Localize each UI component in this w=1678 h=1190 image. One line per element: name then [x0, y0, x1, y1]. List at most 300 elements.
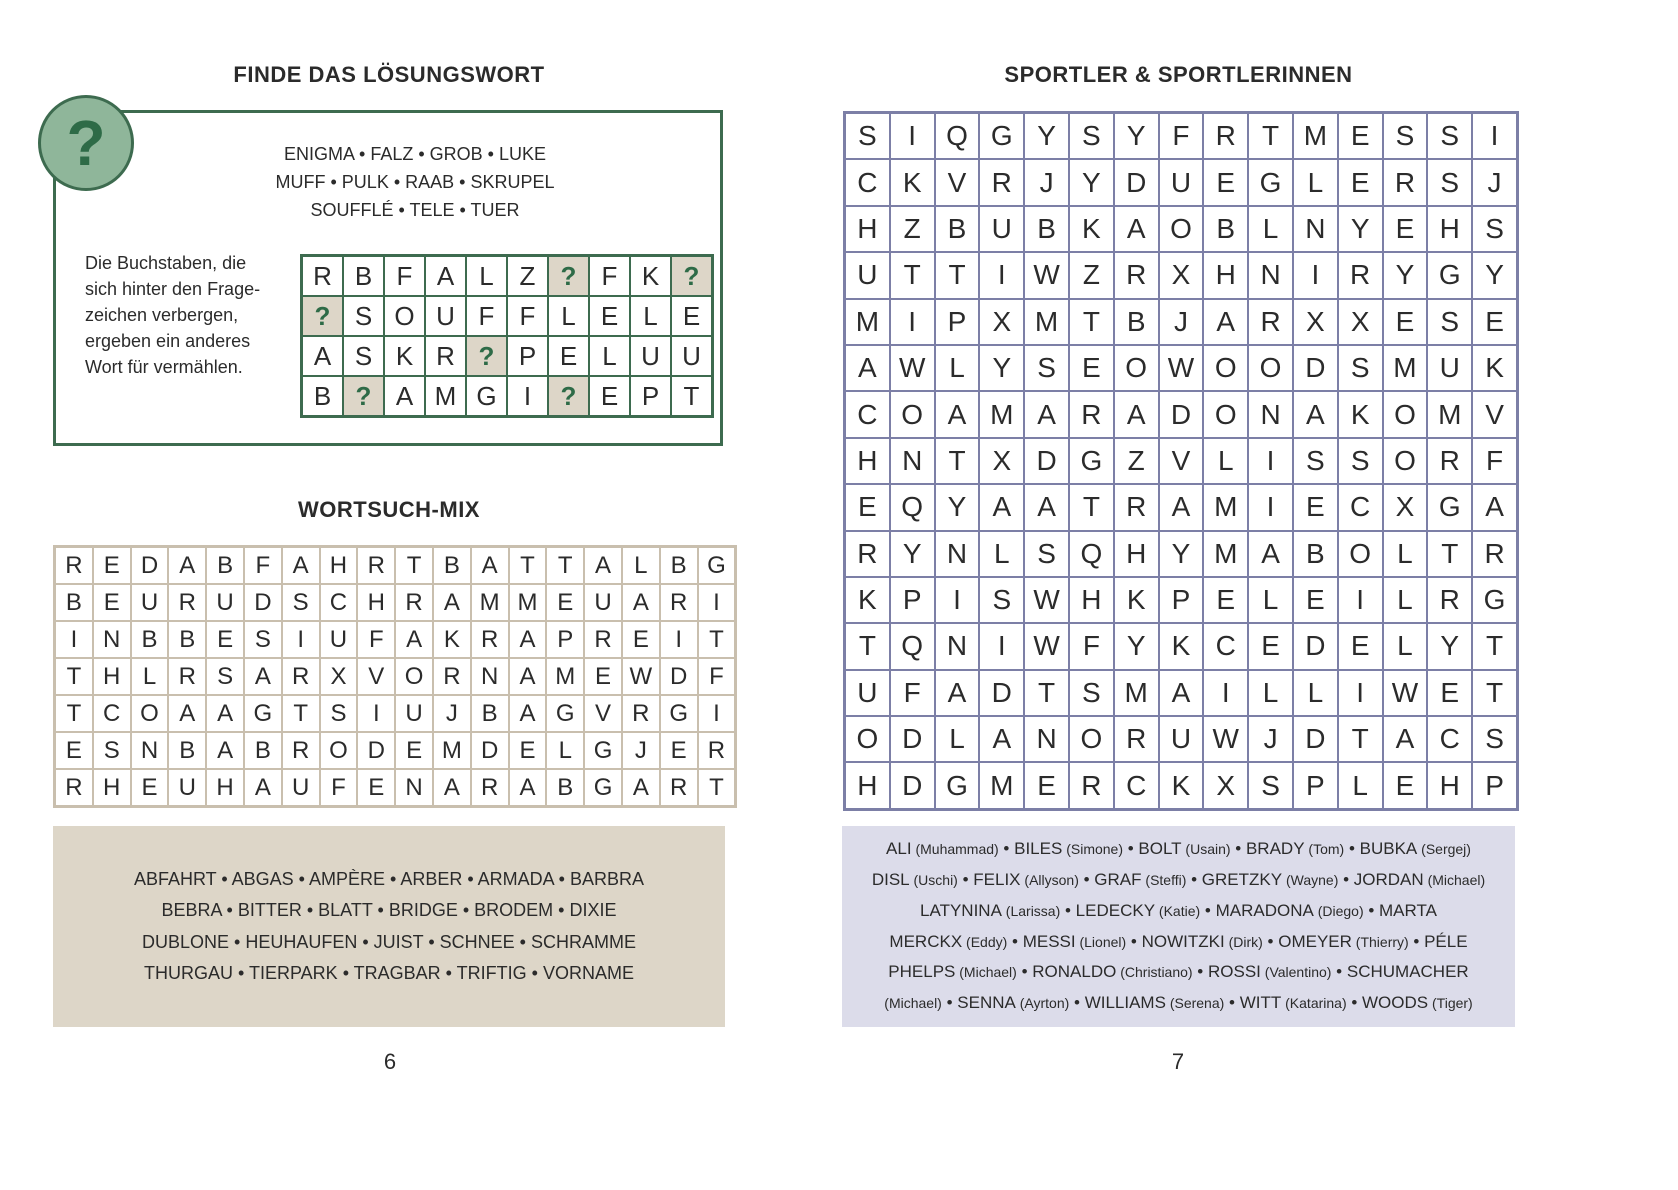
grid-cell: L	[546, 732, 584, 769]
grid-cell: Q	[890, 484, 935, 530]
grid-cell: S	[1248, 762, 1293, 809]
word-line: MERCKX (Eddy) • MESSI (Lionel) • NOWITZKI (Dirk) • OMEYER (Thierry) • PÉLE	[889, 931, 1468, 951]
grid-row	[845, 623, 1518, 669]
grid-cell: M	[509, 584, 547, 621]
athlete-surname: WILLIAMS	[1084, 993, 1166, 1013]
grid-cell: O	[131, 695, 169, 732]
grid-cell: O	[845, 716, 890, 762]
grid-cell: M	[433, 732, 471, 769]
hidden-letter-cell: ?	[548, 376, 589, 417]
grid-cell: A	[935, 670, 980, 716]
grid-cell: I	[1248, 484, 1293, 530]
grid-cell: R	[1427, 438, 1472, 484]
grid-cell: R	[622, 695, 660, 732]
grid-row	[845, 577, 1518, 623]
athlete-firstname: (Thierry)	[1351, 933, 1409, 950]
grid-cell: G	[1427, 484, 1472, 530]
grid-cell: A	[1248, 531, 1293, 577]
grid-cell: Y	[979, 345, 1024, 391]
grid-cell: K	[845, 577, 890, 623]
grid-cell: E	[1293, 577, 1338, 623]
hidden-letter-cell: ?	[548, 256, 589, 297]
grid-cell: R	[1472, 531, 1517, 577]
puzzle3-letter-grid	[843, 111, 1519, 811]
grid-cell: A	[302, 336, 344, 376]
grid-cell: O	[1114, 345, 1159, 391]
athlete-surname: BOLT	[1138, 839, 1182, 859]
grid-cell: A	[1024, 484, 1069, 530]
grid-cell: K	[1159, 623, 1204, 669]
grid-cell: I	[1472, 113, 1517, 160]
grid-cell: R	[168, 658, 206, 695]
grid-cell: T	[1472, 670, 1517, 716]
grid-cell: E	[1248, 623, 1293, 669]
instruction-line: ergeben ein anderes	[85, 331, 251, 351]
athlete-surname: GRAF	[1094, 869, 1142, 889]
grid-cell: D	[890, 716, 935, 762]
grid-cell: A	[244, 769, 282, 807]
grid-row	[845, 762, 1518, 809]
grid-cell: C	[845, 391, 890, 437]
grid-cell: M	[471, 584, 509, 621]
grid-cell: R	[471, 621, 509, 658]
puzzle1-title: FINDE DAS LÖSUNGSWORT	[233, 62, 545, 87]
grid-cell: U	[1159, 716, 1204, 762]
grid-cell: W	[1203, 716, 1248, 762]
grid-cell: I	[1338, 577, 1383, 623]
grid-cell: L	[1248, 670, 1293, 716]
grid-cell: R	[1427, 577, 1472, 623]
grid-cell: G	[1427, 252, 1472, 298]
grid-row	[55, 695, 736, 732]
grid-cell: E	[1383, 206, 1428, 252]
grid-cell: A	[433, 769, 471, 807]
grid-cell: O	[395, 658, 433, 695]
grid-cell: K	[384, 336, 425, 376]
grid-cell: S	[244, 621, 282, 658]
grid-cell: O	[890, 391, 935, 437]
grid-cell: E	[584, 658, 622, 695]
grid-cell: K	[433, 621, 471, 658]
grid-cell: E	[93, 547, 131, 585]
athlete-firstname: (Simone)	[1062, 841, 1123, 858]
athlete-surname: RONALDO	[1032, 962, 1117, 982]
grid-cell: I	[660, 621, 698, 658]
grid-cell: R	[1069, 762, 1114, 809]
grid-cell: H	[1427, 206, 1472, 252]
hidden-letter-cell: ?	[466, 336, 507, 376]
grid-cell: I	[979, 252, 1024, 298]
grid-cell: S	[1427, 113, 1472, 160]
athlete-surname: ALI	[886, 839, 912, 859]
grid-cell: A	[206, 732, 244, 769]
grid-cell: G	[466, 376, 507, 417]
athlete-surname: BILES	[1014, 839, 1063, 859]
grid-cell: A	[384, 376, 425, 417]
grid-cell: T	[1069, 299, 1114, 345]
grid-row	[845, 438, 1518, 484]
grid-cell: L	[979, 531, 1024, 577]
grid-cell: N	[395, 769, 433, 807]
puzzle2-letter-grid	[53, 545, 737, 808]
grid-cell: M	[1383, 345, 1428, 391]
grid-cell: V	[1472, 391, 1517, 437]
grid-cell: S	[845, 113, 890, 160]
athlete-firstname: (Dirk)	[1224, 933, 1263, 950]
grid-row	[845, 299, 1518, 345]
grid-cell: U	[845, 252, 890, 298]
question-mark-icon: ?	[38, 95, 134, 191]
grid-cell: E	[55, 732, 93, 769]
grid-cell: T	[55, 658, 93, 695]
grid-cell: U	[282, 769, 320, 807]
grid-cell: G	[935, 762, 980, 809]
grid-cell: A	[845, 345, 890, 391]
athlete-surname: BRADY	[1245, 839, 1305, 859]
grid-cell: T	[55, 695, 93, 732]
athlete-firstname: (Sergej)	[1417, 841, 1471, 858]
grid-cell: Y	[1159, 531, 1204, 577]
word-line: DUBLONE • HEUHAUFEN • JUIST • SCHNEE • SCHRAMME	[142, 931, 636, 952]
grid-cell: T	[671, 376, 713, 417]
grid-cell: T	[698, 769, 736, 807]
grid-cell: H	[845, 206, 890, 252]
grid-cell: A	[1383, 716, 1428, 762]
grid-row	[845, 531, 1518, 577]
grid-cell: V	[357, 658, 395, 695]
grid-cell: D	[660, 658, 698, 695]
grid-cell: F	[384, 256, 425, 297]
grid-cell: X	[1383, 484, 1428, 530]
grid-cell: O	[1383, 438, 1428, 484]
grid-cell: F	[1159, 113, 1204, 160]
hidden-letter-cell: ?	[343, 376, 384, 417]
grid-cell: C	[1338, 484, 1383, 530]
grid-cell: Y	[1069, 159, 1114, 205]
grid-cell: L	[1383, 623, 1428, 669]
grid-cell: A	[509, 658, 547, 695]
grid-cell: F	[466, 296, 507, 336]
grid-cell: S	[1472, 716, 1517, 762]
grid-cell: C	[1203, 623, 1248, 669]
grid-cell: L	[131, 658, 169, 695]
grid-cell: N	[1024, 716, 1069, 762]
grid-cell: T	[1338, 716, 1383, 762]
grid-cell: L	[1383, 531, 1428, 577]
athlete-surname: OMEYER	[1278, 931, 1352, 951]
grid-cell: R	[1338, 252, 1383, 298]
grid-cell: S	[343, 336, 384, 376]
grid-cell: Y	[935, 484, 980, 530]
grid-cell: I	[1293, 252, 1338, 298]
grid-cell: E	[671, 296, 713, 336]
grid-cell: L	[1248, 577, 1293, 623]
grid-cell: U	[425, 296, 466, 336]
grid-cell: O	[1203, 345, 1248, 391]
athlete-surname: MERCKX	[889, 931, 963, 951]
grid-cell: U	[845, 670, 890, 716]
grid-cell: S	[1024, 345, 1069, 391]
grid-cell: K	[1069, 206, 1114, 252]
grid-cell: X	[1293, 299, 1338, 345]
grid-cell: N	[935, 531, 980, 577]
athlete-surname: WITT	[1239, 993, 1282, 1013]
grid-cell: A	[471, 547, 509, 585]
grid-cell: P	[1159, 577, 1204, 623]
grid-cell: A	[1203, 299, 1248, 345]
word-line: ABFAHRT • ABGAS • AMPÈRE • ARBER • ARMADA • BARBRA	[133, 868, 644, 889]
grid-cell: O	[1383, 391, 1428, 437]
grid-cell: E	[509, 732, 547, 769]
grid-cell: Y	[890, 531, 935, 577]
grid-cell: M	[1293, 113, 1338, 160]
athlete-surname: PÉLE	[1424, 931, 1468, 951]
grid-cell: Y	[1024, 113, 1069, 160]
grid-cell: R	[55, 769, 93, 807]
word-line: BEBRA • BITTER • BLATT • BRIDGE • BRODEM • DIXIE	[161, 900, 617, 920]
grid-cell: N	[1248, 391, 1293, 437]
grid-cell: I	[698, 695, 736, 732]
athlete-firstname: (Wayne)	[1282, 871, 1339, 888]
grid-cell: B	[935, 206, 980, 252]
grid-cell: M	[1203, 484, 1248, 530]
grid-cell: H	[357, 584, 395, 621]
grid-cell: T	[935, 438, 980, 484]
grid-cell: D	[979, 670, 1024, 716]
grid-cell: W	[1024, 623, 1069, 669]
grid-cell: X	[979, 438, 1024, 484]
word-line: PHELPS (Michael) • RONALDO (Christiano) • ROSSI (Valentino) • SCHUMACHER	[888, 962, 1469, 982]
grid-cell: S	[93, 732, 131, 769]
grid-cell: A	[509, 621, 547, 658]
athlete-firstname: (Tom)	[1304, 841, 1345, 858]
grid-cell: D	[1293, 716, 1338, 762]
grid-cell: P	[1472, 762, 1517, 809]
athlete-firstname: (Diego)	[1313, 902, 1364, 919]
grid-cell: L	[1383, 577, 1428, 623]
grid-cell: K	[1338, 391, 1383, 437]
grid-cell: F	[589, 256, 630, 297]
grid-cell: W	[1024, 577, 1069, 623]
grid-cell: G	[1069, 438, 1114, 484]
grid-cell: G	[584, 769, 622, 807]
grid-cell: E	[93, 584, 131, 621]
instruction-line: sich hinter den Frage-	[85, 279, 261, 299]
grid-cell: M	[546, 658, 584, 695]
grid-cell: E	[622, 621, 660, 658]
grid-cell: I	[890, 113, 935, 160]
grid-cell: N	[471, 658, 509, 695]
grid-cell: I	[1203, 670, 1248, 716]
grid-cell: E	[1293, 484, 1338, 530]
grid-cell: A	[509, 695, 547, 732]
grid-cell: R	[395, 584, 433, 621]
grid-cell: D	[1293, 345, 1338, 391]
grid-cell: A	[1293, 391, 1338, 437]
grid-cell: E	[1338, 623, 1383, 669]
page-number-left: 6	[383, 1049, 397, 1074]
grid-cell: U	[168, 769, 206, 807]
page-number-right: 7	[1171, 1049, 1185, 1074]
grid-cell: S	[1293, 438, 1338, 484]
grid-cell: H	[1427, 762, 1472, 809]
grid-cell: Y	[1383, 252, 1428, 298]
athlete-surname: DISL	[871, 869, 910, 889]
grid-cell: Y	[1472, 252, 1517, 298]
puzzle2-word-list	[53, 826, 725, 1027]
grid-cell: P	[1293, 762, 1338, 809]
grid-cell: E	[589, 296, 630, 336]
grid-cell: T	[935, 252, 980, 298]
grid-cell: W	[1383, 670, 1428, 716]
grid-cell: R	[845, 531, 890, 577]
grid-cell: T	[890, 252, 935, 298]
grid-cell: R	[357, 547, 395, 585]
grid-cell: A	[1159, 670, 1204, 716]
grid-cell: G	[979, 113, 1024, 160]
grid-cell: U	[395, 695, 433, 732]
grid-cell: R	[302, 256, 344, 297]
grid-cell: U	[206, 584, 244, 621]
grid-cell: R	[660, 584, 698, 621]
grid-cell: C	[1427, 716, 1472, 762]
grid-cell: E	[131, 769, 169, 807]
grid-cell: L	[1338, 762, 1383, 809]
grid-cell: E	[660, 732, 698, 769]
grid-cell: O	[384, 296, 425, 336]
grid-cell: A	[979, 716, 1024, 762]
grid-cell: E	[1338, 159, 1383, 205]
grid-row	[55, 769, 736, 807]
grid-cell: E	[1203, 159, 1248, 205]
grid-cell: E	[395, 732, 433, 769]
grid-cell: B	[546, 769, 584, 807]
grid-cell: A	[622, 769, 660, 807]
grid-row	[845, 670, 1518, 716]
grid-cell: G	[660, 695, 698, 732]
grid-cell: A	[1114, 391, 1159, 437]
grid-cell: R	[1114, 484, 1159, 530]
grid-cell: B	[433, 547, 471, 585]
grid-cell: L	[589, 336, 630, 376]
grid-cell: G	[244, 695, 282, 732]
athlete-firstname: (Eddy)	[962, 933, 1008, 950]
grid-cell: E	[357, 769, 395, 807]
grid-cell: E	[845, 484, 890, 530]
grid-cell: L	[935, 345, 980, 391]
grid-cell: N	[935, 623, 980, 669]
grid-cell: R	[660, 769, 698, 807]
grid-cell: B	[1203, 206, 1248, 252]
grid-cell: H	[93, 658, 131, 695]
grid-cell: I	[979, 623, 1024, 669]
grid-cell: E	[206, 621, 244, 658]
athlete-firstname: (Katarina)	[1281, 995, 1347, 1012]
grid-cell: B	[1024, 206, 1069, 252]
grid-cell: L	[1248, 206, 1293, 252]
grid-cell: F	[357, 621, 395, 658]
grid-row	[55, 658, 736, 695]
grid-cell: S	[1383, 113, 1428, 160]
athlete-surname: LATYNINA	[920, 900, 1002, 920]
word-line: (Michael) • SENNA (Ayrton) • WILLIAMS (Serena) • WITT (Katarina) • WOODS (Tiger)	[884, 993, 1473, 1013]
grid-cell: S	[343, 296, 384, 336]
grid-cell: T	[395, 547, 433, 585]
athlete-surname: SCHUMACHER	[1346, 962, 1469, 982]
athlete-surname: ROSSI	[1207, 962, 1261, 982]
grid-row	[302, 256, 713, 297]
grid-cell: T	[1248, 113, 1293, 160]
grid-cell: A	[168, 547, 206, 585]
grid-cell: P	[507, 336, 548, 376]
grid-cell: W	[1159, 345, 1204, 391]
grid-row	[845, 716, 1518, 762]
grid-cell: D	[1024, 438, 1069, 484]
grid-cell: S	[1024, 531, 1069, 577]
grid-row	[845, 252, 1518, 298]
grid-cell: A	[622, 584, 660, 621]
grid-cell: G	[584, 732, 622, 769]
grid-cell: S	[1338, 438, 1383, 484]
grid-cell: H	[845, 762, 890, 809]
grid-cell: G	[1248, 159, 1293, 205]
grid-cell: R	[433, 658, 471, 695]
grid-cell: M	[1203, 531, 1248, 577]
grid-cell: E	[1472, 299, 1517, 345]
grid-cell: L	[548, 296, 589, 336]
grid-cell: I	[1248, 438, 1293, 484]
grid-cell: A	[1024, 391, 1069, 437]
grid-cell: L	[630, 296, 671, 336]
grid-cell: B	[343, 256, 384, 297]
grid-cell: L	[622, 547, 660, 585]
athlete-surname: NOWITZKI	[1141, 931, 1225, 951]
grid-cell: C	[93, 695, 131, 732]
grid-cell: W	[1024, 252, 1069, 298]
grid-cell: Z	[890, 206, 935, 252]
grid-cell: I	[698, 584, 736, 621]
athlete-firstname: (Michael)	[955, 964, 1017, 981]
grid-cell: R	[584, 621, 622, 658]
word-line: THURGAU • TIERPARK • TRAGBAR • TRIFTIG • VORNAME	[144, 963, 634, 983]
grid-cell: K	[1472, 345, 1517, 391]
grid-row	[55, 621, 736, 658]
grid-cell: C	[320, 584, 358, 621]
athlete-firstname: (Michael)	[1423, 871, 1486, 888]
grid-cell: S	[1338, 345, 1383, 391]
athlete-firstname: (Serena)	[1165, 995, 1225, 1012]
athlete-firstname: (Christiano)	[1116, 964, 1193, 981]
word-line: SOUFFLÉ • TELE • TUER	[310, 200, 520, 220]
athlete-firstname: (Usain)	[1181, 841, 1231, 858]
grid-cell: D	[244, 584, 282, 621]
athlete-surname: MESSI	[1022, 931, 1076, 951]
athlete-surname: BUBKA	[1359, 839, 1418, 859]
grid-cell: V	[935, 159, 980, 205]
grid-cell: T	[546, 547, 584, 585]
athlete-firstname: (Valentino)	[1260, 964, 1332, 981]
grid-cell: L	[1293, 670, 1338, 716]
grid-cell: F	[320, 769, 358, 807]
grid-cell: E	[1069, 345, 1114, 391]
grid-cell: I	[1338, 670, 1383, 716]
athlete-firstname: (Uschi)	[909, 871, 958, 888]
grid-cell: D	[357, 732, 395, 769]
grid-cell: H	[93, 769, 131, 807]
grid-cell: Y	[1114, 623, 1159, 669]
grid-cell: B	[206, 547, 244, 585]
grid-cell: S	[1472, 206, 1517, 252]
